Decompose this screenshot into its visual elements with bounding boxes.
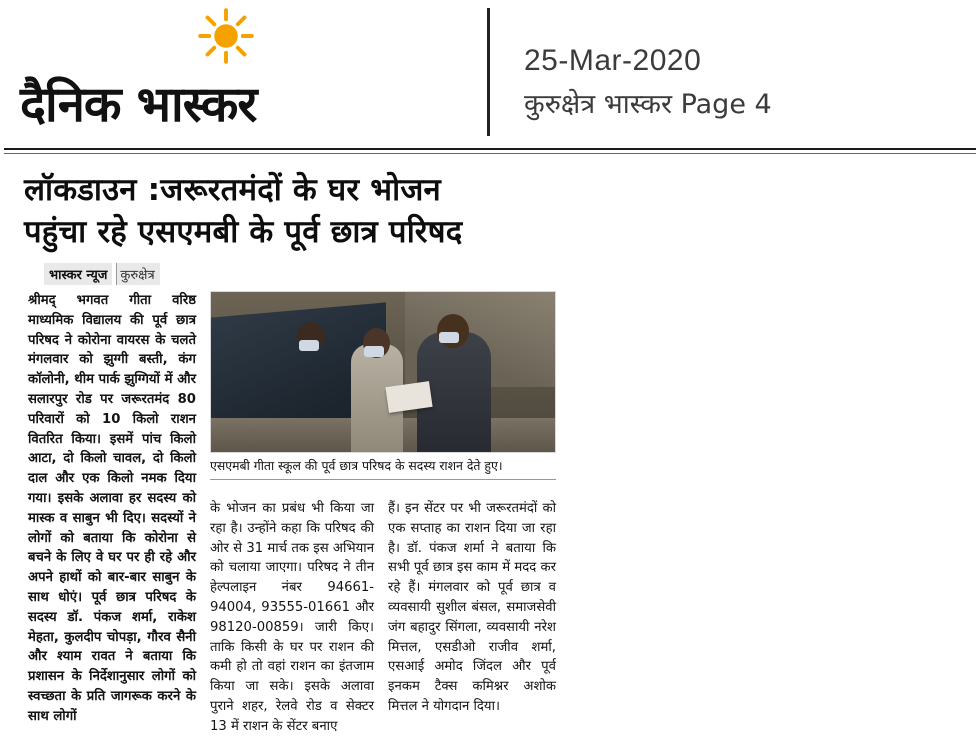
article [0, 154, 980, 750]
masthead-bottom-rule [4, 148, 976, 150]
article-lower-columns [210, 486, 556, 750]
face-mask-icon [364, 346, 384, 357]
article-columns [14, 291, 966, 750]
photo-block [210, 291, 556, 750]
photo-caption: एसएमबी गीता स्कूल की पूर्व छात्र परिषद के सदस्य राशन देते हुए। [210, 458, 503, 474]
caption-rule [210, 479, 556, 480]
article-paragraph-3: हैं। इन सेंटर पर भी जरूरतमंदों को एक सप्ताह का राशन दिया जा रहा है। डॉ. पंकज शर्मा ने बताया कि सभी पूर्व छात्र इस काम में मदद कर रहे हैं। मंगलवार को पूर्व छात्र व व्यवसायी सुशील बंसल, समाजसेवी जंग बहादुर सिंगला, व्यवसायी नरेश मित्तल, एसडीओ राजीव शर्मा, एसआई अमोद जिंदल और पूर्व इनकम टैक्स कमिश्नर अशोक मित्तल ने योगदान दिया। [388, 500, 556, 714]
edition-page-label: कुरुक्षेत्र भास्कर Page 4 [524, 89, 772, 120]
photo-person-left [283, 336, 339, 453]
article-column-3 [388, 486, 556, 750]
headline-line-1: लॉकडाउन :जरूरतमंदों के घर भोजन [24, 172, 441, 208]
masthead-edition-info [524, 44, 772, 121]
byline [44, 263, 966, 285]
article-paragraph-2: के भोजन का प्रबंध भी किया जा रहा है। उन्होंने कहा कि परिषद की ओर से 31 मार्च तक इस अभियान को चलाया जाएगा। परिषद ने तीन हेल्पलाइन नंबर 94661-94004, 93555-01661 और 98120-00859। जारी किए। ताकि किसी के घर पर राशन की कमी हो तो वहां राशन का इंतजाम किया जा सके। इसके अलावा पुराने शहर, रेलवे रोड व सेक्टर 13 में राशन के सेंटर बनाए [210, 500, 375, 734]
byline-source: भास्कर न्यूज [44, 263, 112, 285]
sun-icon [198, 8, 254, 64]
face-mask-icon [299, 340, 319, 351]
article-column-1 [28, 291, 196, 750]
masthead [0, 0, 980, 148]
issue-date: 25-Mar-2020 [524, 44, 702, 77]
page-title [24, 170, 724, 253]
news-photo [210, 291, 556, 453]
headline-line-2: पहुंचा रहे एसएमबी के पूर्व छात्र परिषद [24, 213, 463, 250]
article-paragraph-1: श्रीमद् भगवत गीता वरिष्ठ माध्यमिक विद्यालय की पूर्व छात्र परिषद ने कोरोना वायरस के चलते मंगलवार को झुग्गी बस्ती, कंग कॉलोनी, थीम पार्क झुग्गियों में और सलारपुर रोड पर जरूरतमंद 80 परिवारों को 10 किलो राशन वितरित किया। इसमें पांच किलो आटा, दो किलो चावल, दो किलो दाल और एक किलो नमक दिया गया। इसके अलावा हर सदस्य को मास्क व साबुन भी दिए। सदस्यों ने लोगों को बताया कि कोरोना से बचने के लिए वे घर पर ही रहे और अपने हाथों को बार-बार साबुन के साथ धोएं। पूर्व छात्र परिषद के सदस्य डॉ. पंकज शर्मा, राकेश मेहता, कुलदीप चोपड़ा, गौरव सैनी और श्याम रावत ने बताया कि प्रशासन के निर्देशानुसार लोगों को स्वच्छता के प्रति जागरूक करने के साथ लोगों [28, 293, 196, 724]
masthead-vertical-divider [487, 8, 490, 136]
newspaper-logo: दैनिक भास्कर [20, 76, 257, 133]
face-mask-icon [439, 332, 459, 343]
article-column-2 [210, 486, 374, 750]
byline-city: कुरुक्षेत्र [116, 263, 159, 285]
